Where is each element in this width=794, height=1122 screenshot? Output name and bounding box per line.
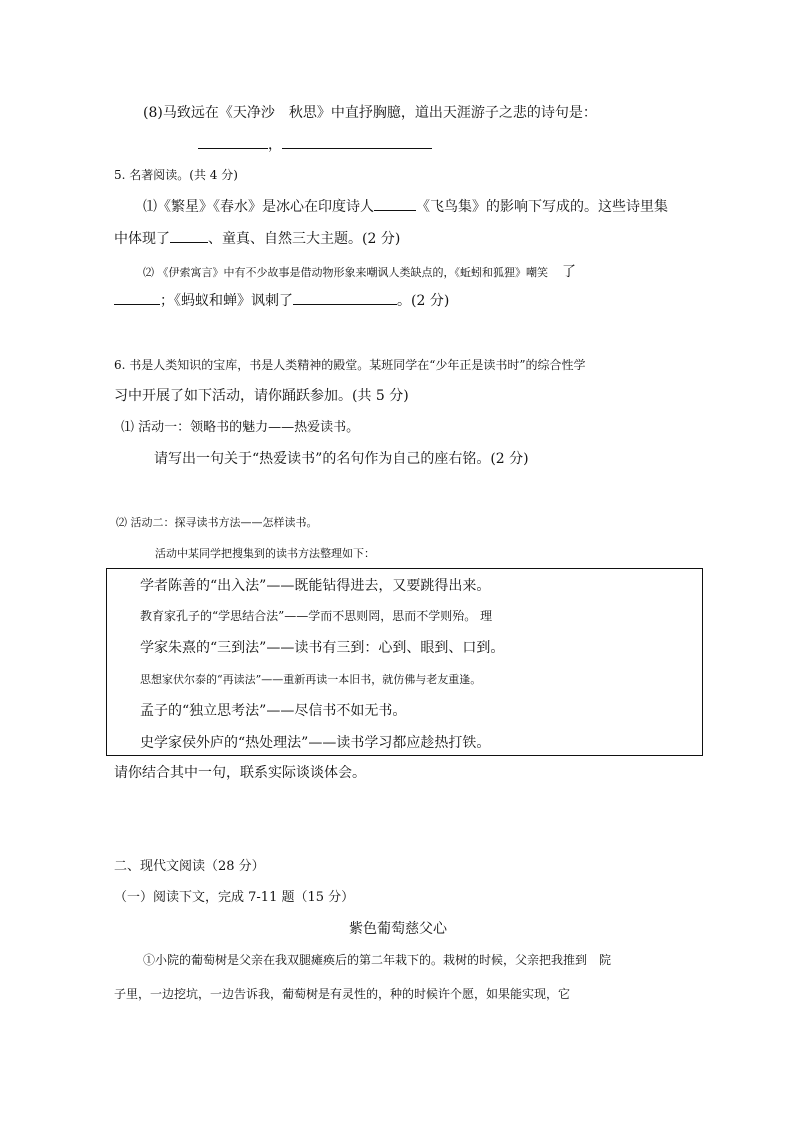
- method-item: 学者陈善的“出入法”——既能钻得进去，又要跳得出来。: [140, 578, 491, 594]
- answer-blank[interactable]: [293, 290, 397, 305]
- q6-activity2-intro: 活动中某同学把搜集到的读书方法整理如下：: [155, 547, 375, 560]
- answer-blank[interactable]: [170, 228, 208, 243]
- section2-subheading: （一）阅读下文，完成 7-11 题（15 分）: [114, 890, 355, 905]
- q6-prompt: 请你结合其中一句，联系实际谈谈体会。: [114, 765, 366, 781]
- q5-sub1-text-d: 、童真、自然三大主题。(2 分): [208, 231, 401, 247]
- q5-sub1-text-a: ⑴《繁星》《春水》是冰心在印度诗人: [143, 199, 374, 215]
- method-item: 孟子的“独立思考法”——尽信书不如无书。: [140, 703, 407, 719]
- method-item: 学家朱熹的“三到法”——读书有三到：心到、眼到、口到。: [140, 640, 505, 656]
- q4-8-text: (8)马致远在《天净沙 秋思》中直抒胸臆，道出天涯游子之悲的诗句是：: [143, 105, 597, 121]
- answer-blank[interactable]: [114, 290, 160, 305]
- reading-methods-box: [106, 568, 703, 756]
- q6-activity2: ⑵ 活动二：探寻读书方法——怎样读书。: [116, 516, 318, 529]
- q5-sub1-line2: [114, 228, 400, 248]
- method-item: 教育家孔子的“学思结合法”——学而不思则罔，思而不学则殆。 理: [140, 609, 493, 623]
- q5-sub1-text-c: 中体现了: [114, 231, 170, 247]
- q5-sub2-text-c: ；《蚂蚁和蝉》讽刺了: [160, 293, 293, 309]
- article-paragraph-line: 子里，一边挖坑，一边告诉我，葡萄树是有灵性的，种的时候许个愿，如果能实现，它: [114, 987, 571, 1001]
- q5-sub2-text-b: 了: [562, 264, 576, 280]
- answer-blank[interactable]: [198, 134, 268, 149]
- section2-heading: 二、现代文阅读（28 分）: [114, 859, 265, 874]
- q6-heading-line1: 6. 书是人类知识的宝库，书是人类精神的殿堂。某班同学在“少年正是读书时”的综合性学: [114, 358, 586, 372]
- q5-sub1-text-b: 《飞鸟集》的影响下写成的。这些诗里集: [416, 199, 668, 215]
- q5-heading: 5. 名著阅读。(共 4 分): [114, 168, 238, 182]
- answer-blank[interactable]: [282, 134, 432, 149]
- comma: ，: [268, 137, 282, 153]
- q5-sub2-text-d: 。(2 分): [397, 293, 450, 309]
- method-item: 史学家侯外庐的“热处理法”——读书学习都应趁热打铁。: [140, 735, 491, 751]
- q5-sub1-line1: [143, 196, 668, 216]
- article-paragraph-line: ①小院的葡萄树是父亲在我双腿瘫痪后的第二年栽下的。栽树的时候，父亲把我推到 院: [143, 953, 612, 967]
- q5-sub2-text-a: ⑵ 《伊索寓言》中有不少故事是借动物形象来嘲讽人类缺点的，《蚯蚓和狐狸》嘲笑: [143, 266, 548, 279]
- article-title: 紫色葡萄慈父心: [349, 921, 447, 937]
- q5-sub2-line1: [143, 261, 576, 281]
- q6-activity1-question: 请写出一句关于“热爱读书”的名句作为自己的座右铭。(2 分): [154, 451, 529, 467]
- q5-sub2-line2: [114, 290, 449, 310]
- answer-blank[interactable]: [374, 196, 416, 211]
- q6-activity1: ⑴ 活动一：领略书的魅力——热爱读书。: [121, 420, 360, 435]
- q6-heading-line2: 习中开展了如下活动，请你踊跃参加。(共 5 分): [114, 388, 409, 404]
- q4-8-answer-line: [198, 134, 432, 154]
- method-item: 思想家伏尔泰的“再读法”——重新再读一本旧书，就仿佛与老友重逢。: [140, 673, 482, 686]
